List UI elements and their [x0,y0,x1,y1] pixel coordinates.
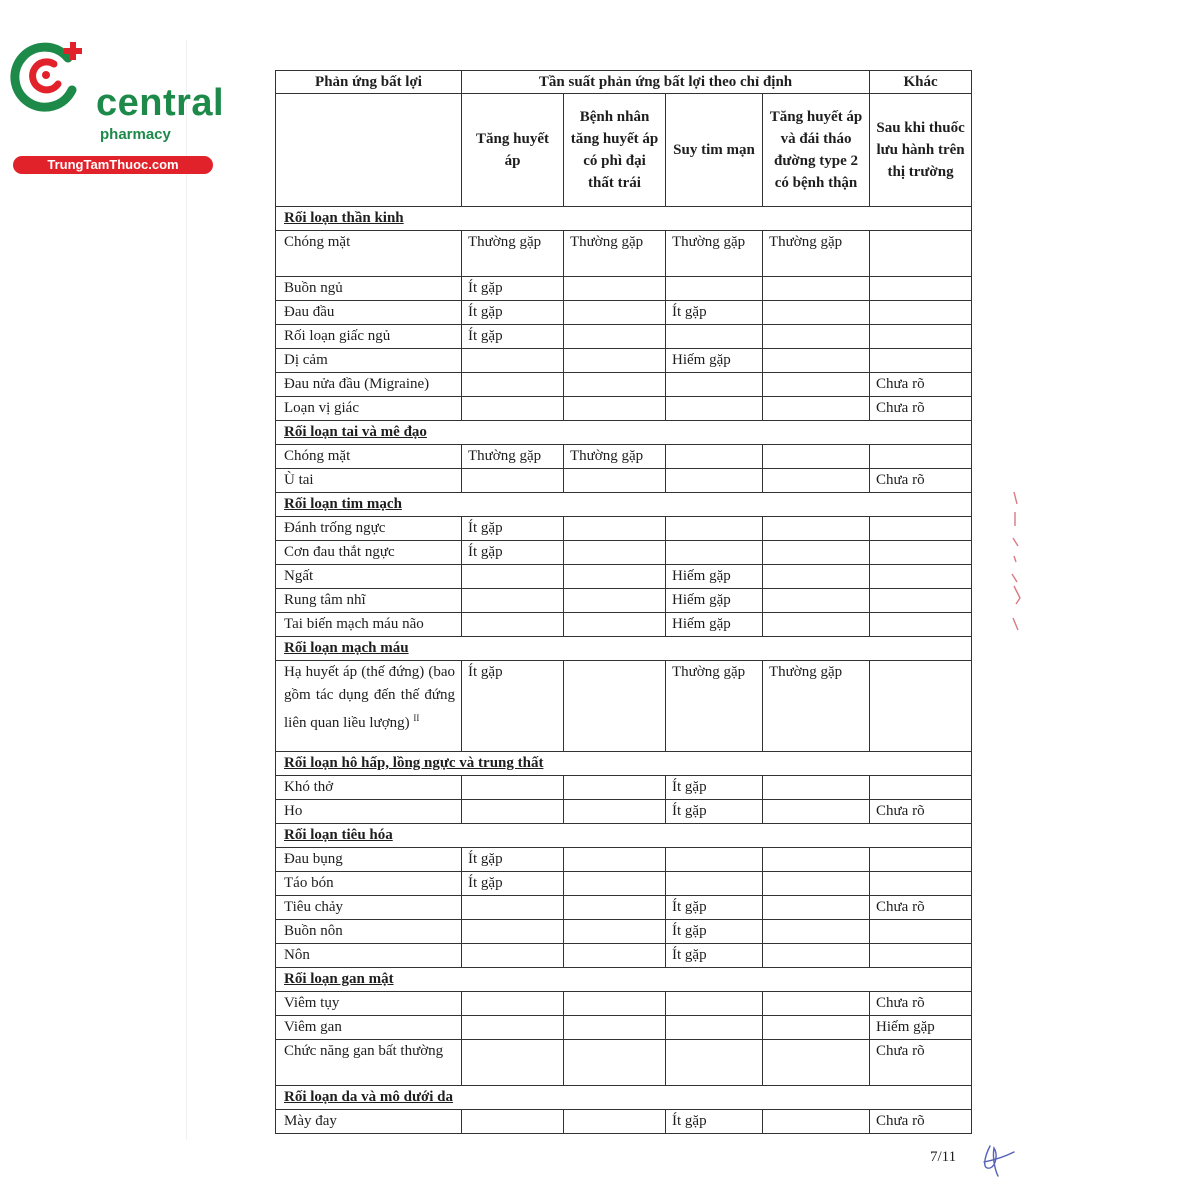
reaction-name [276,349,462,373]
frequency-cell-heart-failure [666,848,763,872]
brand-logo[interactable] [10,38,225,172]
frequency-cell-diabetic-nephropathy: Thường gặp [763,661,870,752]
brand-name: central [96,82,225,124]
frequency-cell-post-marketing [870,517,972,541]
margin-stamp-mark [1008,490,1024,640]
frequency-cell-diabetic-nephropathy [763,565,870,589]
frequency-cell-post-marketing: Chưa rõ [870,992,972,1016]
reaction-name [276,896,462,920]
frequency-cell-hypertension: Ít gặp [462,325,564,349]
frequency-cell-lvh [564,397,666,421]
frequency-cell-heart-failure [666,1040,763,1086]
frequency-cell-hypertension: Ít gặp [462,517,564,541]
reaction-name-text: Khó thở [284,779,334,795]
reaction-name-text: Hạ huyết áp (thế đứng) (bao gồm tác dụng đến thế đứng liên quan liều lượng) [284,664,455,731]
header-indication-group: Tần suất phản ứng bất lợi theo chỉ định [462,71,870,94]
header-empty-cell [276,94,462,207]
frequency-cell-heart-failure: Ít gặp [666,776,763,800]
frequency-cell-heart-failure [666,541,763,565]
table-row [276,445,972,469]
frequency-cell-lvh [564,589,666,613]
frequency-cell-diabetic-nephropathy [763,848,870,872]
table-row [276,469,972,493]
frequency-cell-hypertension [462,397,564,421]
reaction-name [276,944,462,968]
reaction-name [276,848,462,872]
frequency-cell-diabetic-nephropathy [763,800,870,824]
reaction-name [276,920,462,944]
frequency-cell-hypertension [462,1110,564,1134]
reaction-name [276,1016,462,1040]
frequency-cell-post-marketing [870,277,972,301]
frequency-cell-lvh [564,776,666,800]
frequency-cell-heart-failure [666,1016,763,1040]
frequency-cell-hypertension [462,1016,564,1040]
scan-edge-line [186,40,187,1140]
frequency-cell-diabetic-nephropathy [763,469,870,493]
table-row [276,517,972,541]
frequency-cell-hypertension: Ít gặp [462,541,564,565]
frequency-cell-lvh [564,1040,666,1086]
reaction-name [276,301,462,325]
reaction-name-text: Đau bụng [284,851,343,867]
table-row [276,349,972,373]
frequency-cell-diabetic-nephropathy [763,872,870,896]
frequency-cell-lvh [564,469,666,493]
table-row [276,800,972,824]
table-row [276,776,972,800]
section-row [276,493,972,517]
frequency-cell-hypertension [462,992,564,1016]
frequency-cell-heart-failure: Ít gặp [666,800,763,824]
reaction-name [276,469,462,493]
reaction-name-text: Dị cảm [284,352,328,368]
reaction-name [276,800,462,824]
central-pharmacy-logo-icon [10,38,90,118]
reaction-name [276,541,462,565]
frequency-cell-diabetic-nephropathy [763,541,870,565]
frequency-cell-hypertension: Ít gặp [462,277,564,301]
frequency-cell-post-marketing [870,445,972,469]
table-row [276,301,972,325]
frequency-cell-hypertension [462,373,564,397]
frequency-cell-heart-failure: Hiếm gặp [666,589,763,613]
frequency-cell-lvh [564,541,666,565]
frequency-cell-hypertension [462,944,564,968]
frequency-cell-lvh [564,920,666,944]
frequency-cell-hypertension: Ít gặp [462,872,564,896]
header-lvh: Bệnh nhân tăng huyết áp có phì đại thất trái [564,94,666,207]
frequency-cell-diabetic-nephropathy [763,349,870,373]
frequency-cell-post-marketing [870,944,972,968]
section-row [276,207,972,231]
frequency-cell-diabetic-nephropathy [763,1016,870,1040]
reaction-name [276,325,462,349]
table-row [276,848,972,872]
frequency-cell-post-marketing [870,541,972,565]
frequency-cell-heart-failure [666,397,763,421]
reaction-name [276,445,462,469]
section-title: Rối loạn tim mạch [276,493,972,517]
frequency-cell-diabetic-nephropathy [763,1110,870,1134]
table-row [276,325,972,349]
table-row [276,992,972,1016]
frequency-cell-diabetic-nephropathy [763,277,870,301]
frequency-cell-heart-failure: Ít gặp [666,944,763,968]
frequency-cell-heart-failure [666,325,763,349]
frequency-cell-hypertension [462,469,564,493]
reaction-name-text: Viêm gan [284,1019,342,1035]
reaction-name-text: Buồn nôn [284,923,343,939]
frequency-cell-post-marketing [870,325,972,349]
frequency-cell-post-marketing [870,776,972,800]
frequency-cell-hypertension: Ít gặp [462,848,564,872]
frequency-cell-lvh [564,848,666,872]
reaction-name-text: Loạn vị giác [284,400,359,416]
section-title: Rối loạn gan mật [276,968,972,992]
reaction-name [276,661,462,752]
frequency-cell-lvh [564,800,666,824]
frequency-cell-post-marketing [870,589,972,613]
frequency-cell-hypertension: Thường gặp [462,231,564,277]
header-diabetic-nephropathy: Tăng huyết áp và đái tháo đường type 2 có bệnh thận [763,94,870,207]
frequency-cell-heart-failure [666,992,763,1016]
frequency-cell-lvh [564,325,666,349]
reaction-name [276,565,462,589]
brand-subtitle: pharmacy [100,126,171,143]
reaction-name-text: Ngất [284,568,314,584]
reaction-name-text: Viêm tụy [284,995,340,1011]
frequency-cell-heart-failure: Ít gặp [666,1110,763,1134]
frequency-cell-lvh [564,349,666,373]
frequency-cell-lvh [564,301,666,325]
frequency-cell-post-marketing: Chưa rõ [870,800,972,824]
frequency-cell-diabetic-nephropathy [763,325,870,349]
frequency-cell-heart-failure [666,445,763,469]
frequency-cell-diabetic-nephropathy [763,944,870,968]
section-row [276,637,972,661]
frequency-cell-diabetic-nephropathy [763,301,870,325]
frequency-cell-diabetic-nephropathy [763,613,870,637]
table-row [276,277,972,301]
frequency-cell-heart-failure [666,469,763,493]
table-row [276,397,972,421]
table-row [276,373,972,397]
reaction-name-text: Đau đầu [284,304,335,320]
frequency-cell-hypertension [462,776,564,800]
table-row [276,613,972,637]
frequency-cell-diabetic-nephropathy [763,445,870,469]
frequency-cell-heart-failure [666,517,763,541]
frequency-cell-heart-failure: Hiếm gặp [666,565,763,589]
reaction-name [276,992,462,1016]
frequency-cell-post-marketing: Chưa rõ [870,469,972,493]
header-heart-failure: Suy tim mạn [666,94,763,207]
adverse-reactions-table [275,70,972,1134]
reaction-name-text: Tiêu chảy [284,899,344,915]
frequency-cell-lvh [564,944,666,968]
frequency-cell-heart-failure: Ít gặp [666,920,763,944]
frequency-cell-diabetic-nephropathy [763,373,870,397]
frequency-cell-post-marketing [870,661,972,752]
frequency-cell-post-marketing: Chưa rõ [870,373,972,397]
section-title: Rối loạn tiêu hóa [276,824,972,848]
frequency-cell-post-marketing [870,848,972,872]
frequency-cell-post-marketing [870,872,972,896]
frequency-cell-lvh [564,992,666,1016]
reaction-name-text: Chóng mặt [284,234,351,250]
reaction-name-text: Cơn đau thắt ngực [284,544,395,560]
page-number: 7/11 [930,1149,957,1165]
table-row [276,944,972,968]
reaction-name [276,1110,462,1134]
frequency-cell-post-marketing [870,301,972,325]
table-row [276,872,972,896]
section-row [276,752,972,776]
section-row [276,824,972,848]
frequency-cell-hypertension [462,896,564,920]
frequency-cell-lvh [564,1110,666,1134]
frequency-cell-heart-failure [666,373,763,397]
table-body [276,207,972,1134]
reaction-name [276,1040,462,1086]
frequency-cell-lvh [564,517,666,541]
frequency-cell-lvh: Thường gặp [564,231,666,277]
frequency-cell-lvh [564,613,666,637]
section-row [276,1086,972,1110]
frequency-cell-hypertension [462,920,564,944]
frequency-cell-post-marketing [870,565,972,589]
section-title: Rối loạn thần kinh [276,207,972,231]
frequency-cell-diabetic-nephropathy [763,1040,870,1086]
table-row [276,1110,972,1134]
table-row [276,589,972,613]
frequency-cell-post-marketing: Chưa rõ [870,1110,972,1134]
section-row [276,968,972,992]
frequency-cell-post-marketing [870,920,972,944]
frequency-cell-heart-failure: Hiếm gặp [666,349,763,373]
reaction-name [276,397,462,421]
frequency-cell-hypertension [462,1040,564,1086]
frequency-cell-diabetic-nephropathy [763,920,870,944]
frequency-cell-heart-failure: Ít gặp [666,896,763,920]
reaction-name [276,776,462,800]
reaction-name [276,277,462,301]
frequency-cell-lvh [564,1016,666,1040]
frequency-cell-lvh [564,565,666,589]
frequency-cell-post-marketing [870,349,972,373]
reaction-name-text: Tai biến mạch máu não [284,616,424,632]
table-row [276,661,972,752]
table-row [276,541,972,565]
frequency-cell-post-marketing: Chưa rõ [870,896,972,920]
frequency-cell-hypertension: Ít gặp [462,301,564,325]
footnote-marker: II [413,713,420,723]
frequency-cell-lvh [564,373,666,397]
table-row [276,1016,972,1040]
frequency-cell-heart-failure: Thường gặp [666,661,763,752]
frequency-cell-lvh [564,661,666,752]
reaction-name-text: Đau nửa đầu (Migraine) [284,376,430,392]
reaction-name [276,231,462,277]
reaction-name-text: Chóng mặt [284,448,351,464]
brand-url-badge[interactable]: TrungTamThuoc.com [13,156,213,174]
frequency-cell-heart-failure: Thường gặp [666,231,763,277]
frequency-cell-hypertension [462,565,564,589]
table-header-row [276,71,972,94]
frequency-cell-post-marketing: Hiếm gặp [870,1016,972,1040]
table-subheader-row [276,94,972,207]
table-row [276,565,972,589]
frequency-cell-hypertension: Ít gặp [462,661,564,752]
frequency-cell-lvh: Thường gặp [564,445,666,469]
frequency-cell-diabetic-nephropathy [763,776,870,800]
section-title: Rối loạn tai và mê đạo [276,421,972,445]
frequency-cell-hypertension: Thường gặp [462,445,564,469]
frequency-cell-diabetic-nephropathy [763,517,870,541]
frequency-cell-diabetic-nephropathy: Thường gặp [763,231,870,277]
frequency-cell-diabetic-nephropathy [763,896,870,920]
frequency-cell-heart-failure [666,277,763,301]
reaction-name-text: Buồn ngủ [284,280,343,296]
frequency-cell-hypertension [462,613,564,637]
table-row [276,896,972,920]
frequency-cell-diabetic-nephropathy [763,589,870,613]
header-post-marketing: Sau khi thuốc lưu hành trên thị trường [870,94,972,207]
section-title: Rối loạn hô hấp, lồng ngực và trung thất [276,752,972,776]
signature-icon [976,1138,1018,1180]
reaction-name-text: Nôn [284,947,310,963]
frequency-cell-diabetic-nephropathy [763,992,870,1016]
frequency-cell-heart-failure: Ít gặp [666,301,763,325]
reaction-name [276,589,462,613]
frequency-cell-hypertension [462,349,564,373]
reaction-name [276,517,462,541]
frequency-cell-heart-failure [666,872,763,896]
frequency-cell-hypertension [462,589,564,613]
reaction-name-text: Đánh trống ngực [284,520,386,536]
reaction-name-text: Ho [284,803,303,819]
header-reaction: Phản ứng bất lợi [276,71,462,94]
frequency-cell-post-marketing: Chưa rõ [870,1040,972,1086]
reaction-name [276,373,462,397]
frequency-cell-lvh [564,277,666,301]
reaction-name-text: Rung tâm nhĩ [284,592,366,608]
reaction-name-text: Mày đay [284,1113,337,1129]
frequency-cell-diabetic-nephropathy [763,397,870,421]
frequency-cell-lvh [564,896,666,920]
table-row [276,1040,972,1086]
reaction-name [276,872,462,896]
frequency-cell-heart-failure: Hiếm gặp [666,613,763,637]
reaction-name-text: Ù tai [284,472,314,488]
header-other-group: Khác [870,71,972,94]
frequency-cell-post-marketing [870,231,972,277]
frequency-cell-post-marketing [870,613,972,637]
frequency-cell-hypertension [462,800,564,824]
reaction-name-text: Táo bón [284,875,334,891]
table-row [276,231,972,277]
table-row [276,920,972,944]
frequency-cell-lvh [564,872,666,896]
reaction-name-text: Chức năng gan bất thường [284,1043,444,1059]
section-title: Rối loạn mạch máu [276,637,972,661]
frequency-cell-post-marketing: Chưa rõ [870,397,972,421]
section-row [276,421,972,445]
section-title: Rối loạn da và mô dưới da [276,1086,972,1110]
header-hypertension: Tăng huyết áp [462,94,564,207]
reaction-name [276,613,462,637]
reaction-name-text: Rối loạn giấc ngủ [284,328,391,344]
